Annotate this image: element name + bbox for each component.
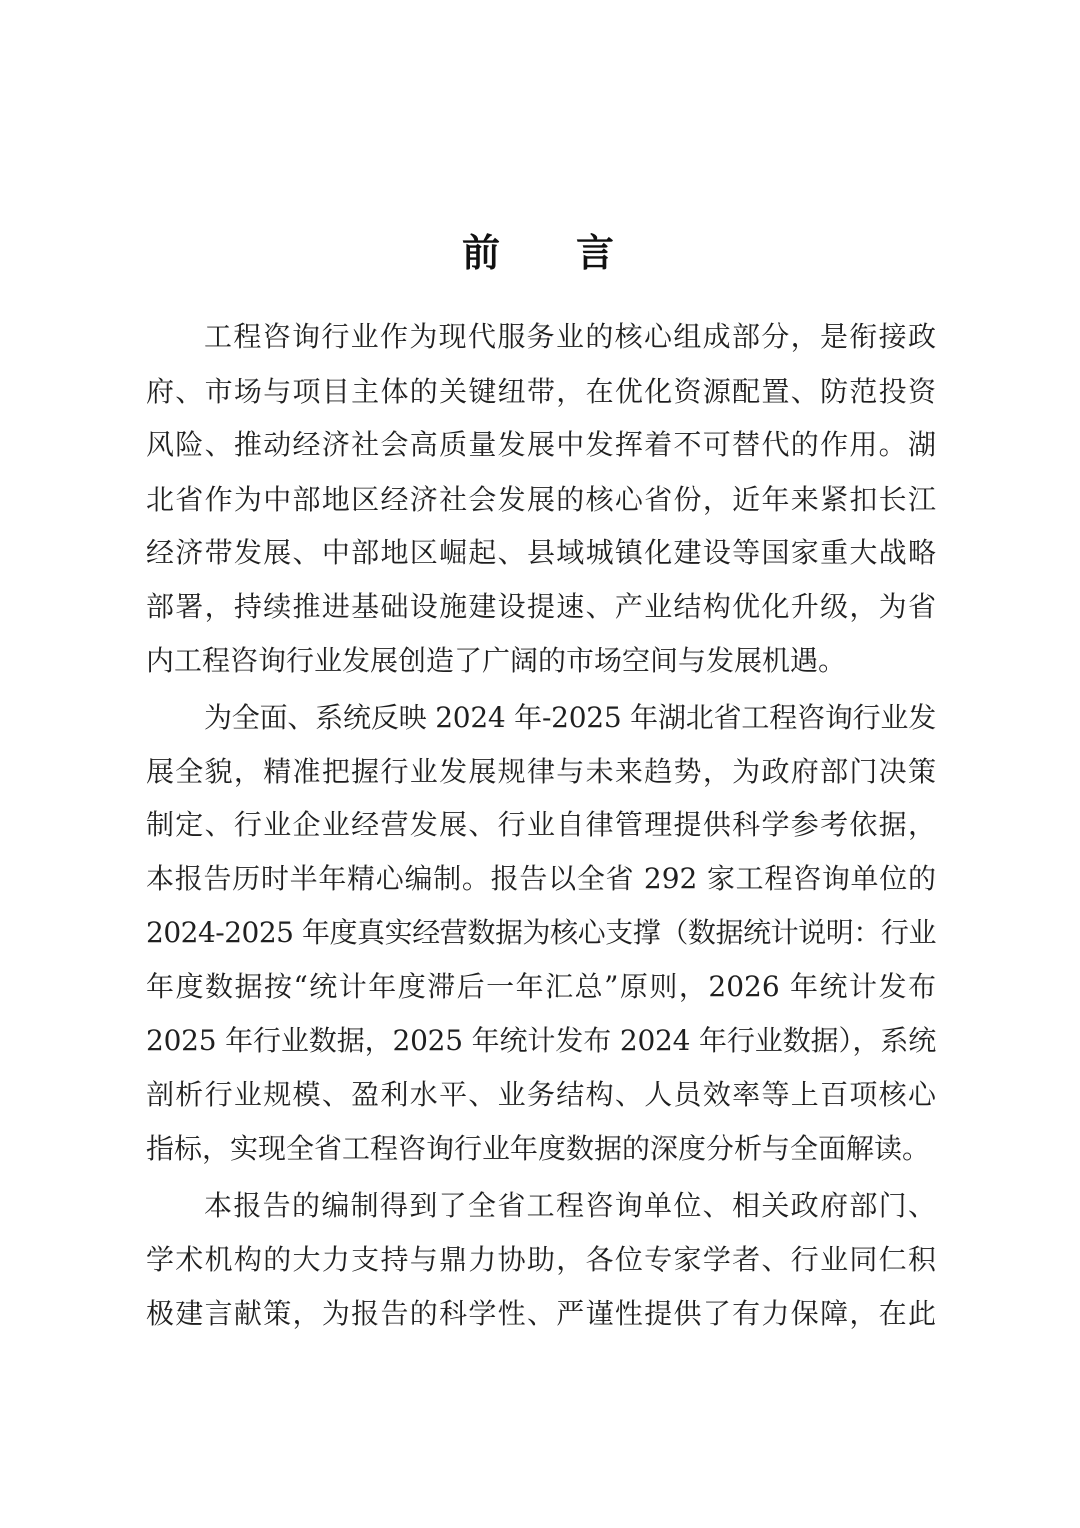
- page-title: [0, 222, 1080, 277]
- paragraph-2-line-8: 剖析行业规模、盈利水平、业务结构、人员效率等上百项核心: [146, 1078, 936, 1111]
- paragraph-1-line-3: 风险、推动经济社会高质量发展中发挥着不可替代的作用。湖: [146, 428, 936, 461]
- paragraph-2-line-3: 制定、行业企业经营发展、行业自律管理提供科学参考依据，: [146, 808, 936, 841]
- paragraph-2-line-6: 年度数据按“统计年度滞后一年汇总”原则，2026 年统计发布: [146, 970, 936, 1003]
- paragraph-1-line-2: 府、市场与项目主体的关键纽带，在优化资源配置、防范投资: [146, 375, 936, 408]
- paragraph-1-line-6: 部署，持续推进基础设施建设提速、产业结构优化升级，为省: [146, 590, 936, 623]
- paragraph-1-line-4: 北省作为中部地区经济社会发展的核心省份，近年来紧扣长江: [146, 483, 936, 516]
- title-char-1: 前: [461, 230, 504, 275]
- paragraph-2-line-7: 2025 年行业数据，2025 年统计发布 2024 年行业数据），系统: [146, 1024, 936, 1057]
- paragraph-1-line-5: 经济带发展、中部地区崛起、县域城镇化建设等国家重大战略: [146, 536, 936, 569]
- paragraph-2-line-4: 本报告历时半年精心编制。报告以全省 292 家工程咨询单位的: [146, 862, 936, 895]
- paragraph-3-line-3: 极建言献策，为报告的科学性、严谨性提供了有力保障，在此: [146, 1297, 936, 1330]
- paragraph-3-line-1: 本报告的编制得到了全省工程咨询单位、相关政府部门、: [204, 1189, 936, 1222]
- paragraph-2-line-2: 展全貌，精准把握行业发展规律与未来趋势，为政府部门决策: [146, 755, 936, 788]
- paragraph-2-line-9: 指标，实现全省工程咨询行业年度数据的深度分析与全面解读。: [146, 1132, 931, 1165]
- title-char-2: 言: [576, 230, 619, 275]
- paragraph-2-line-1: 为全面、系统反映 2024 年-2025 年湖北省工程咨询行业发: [204, 701, 936, 734]
- paragraph-2-line-5: 2024-2025 年度真实经营数据为核心支撑（数据统计说明：行业: [146, 916, 936, 949]
- paragraph-1-line-7: 内工程咨询行业发展创造了广阔的市场空间与发展机遇。: [146, 644, 847, 677]
- paragraph-1-line-1: 工程咨询行业作为现代服务业的核心组成部分，是衔接政: [204, 320, 936, 353]
- paragraph-3-line-2: 学术机构的大力支持与鼎力协助，各位专家学者、行业同仁积: [146, 1243, 936, 1276]
